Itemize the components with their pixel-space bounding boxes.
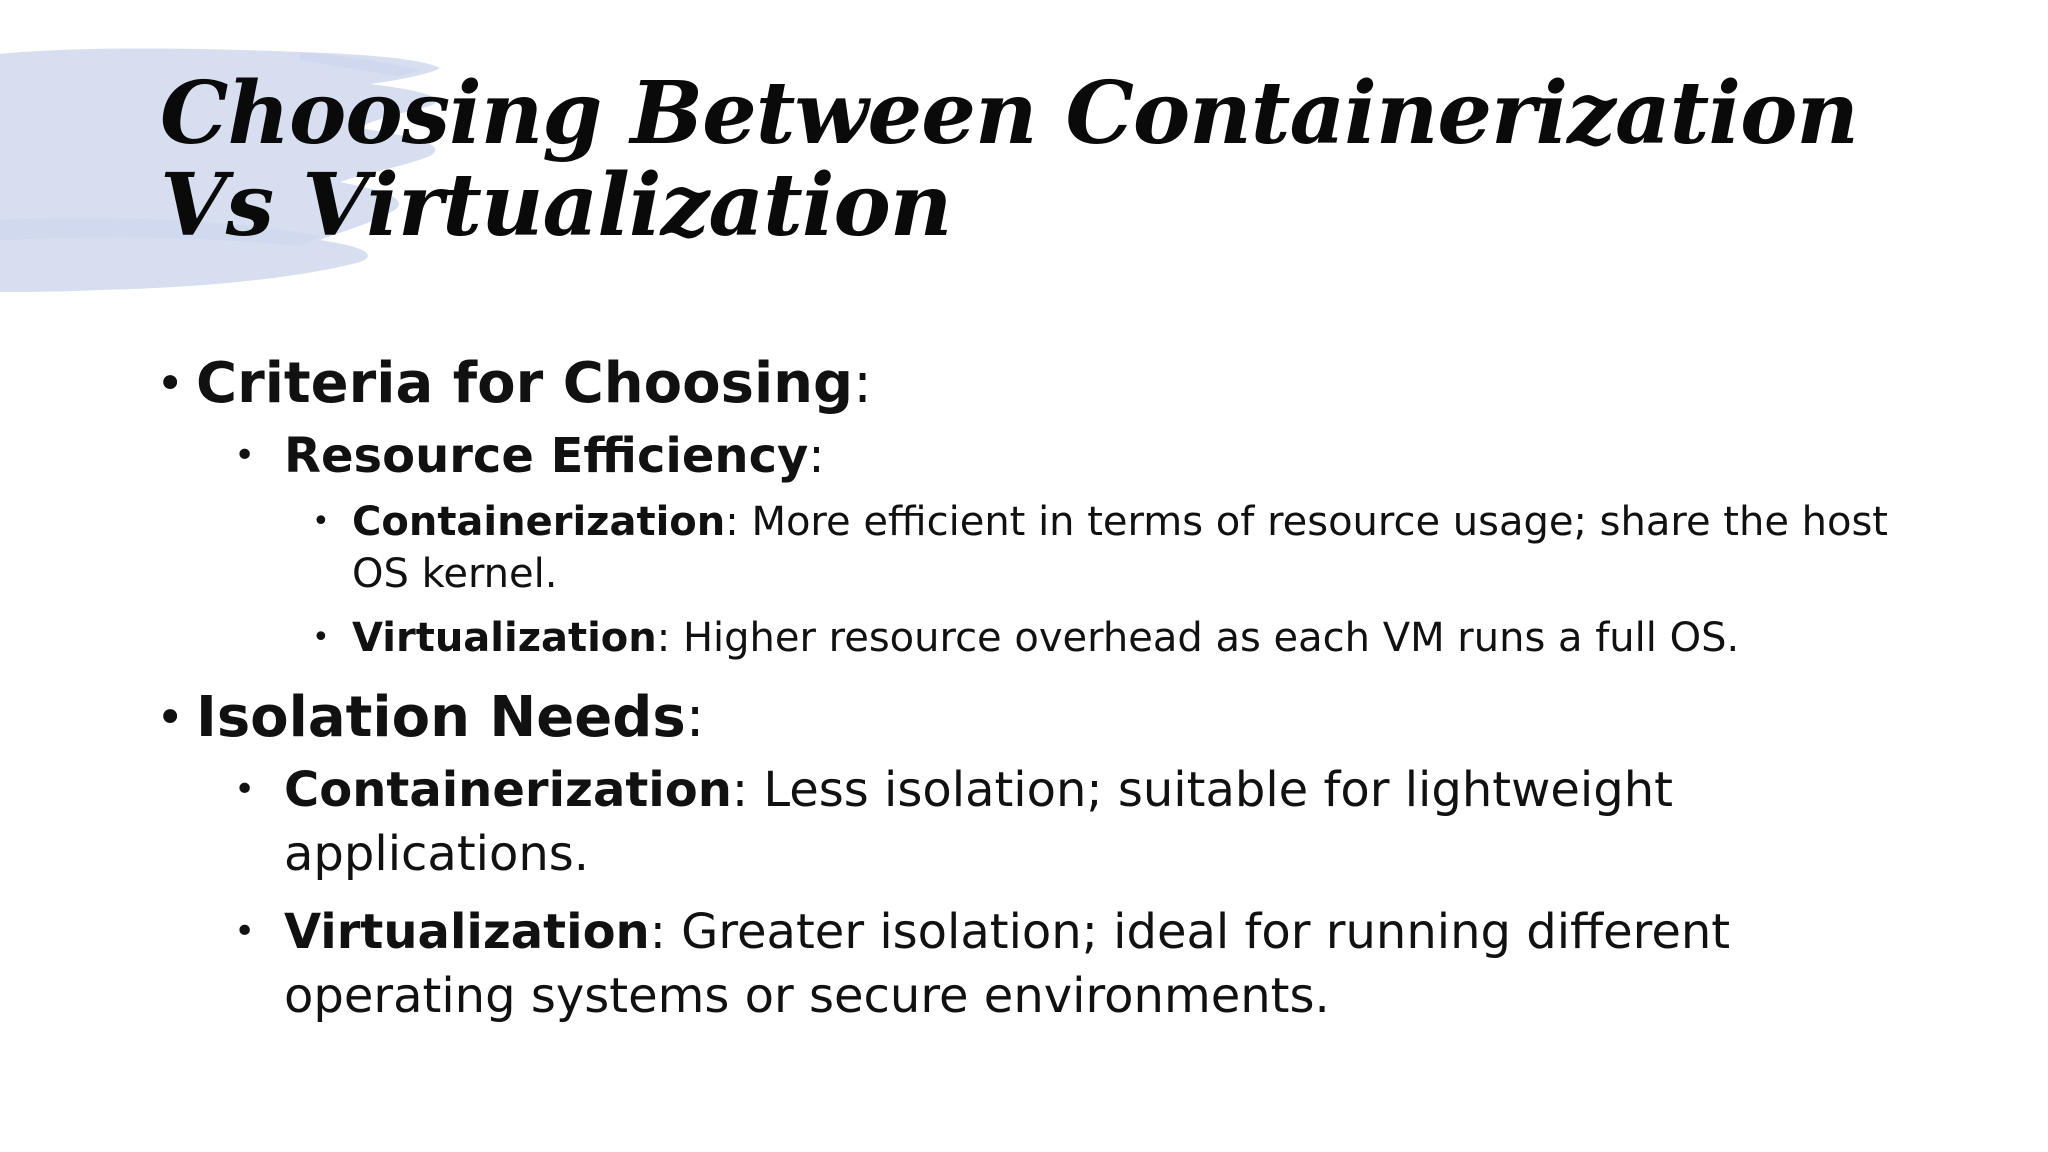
- bullet-isolation-needs: [156, 682, 1916, 754]
- bullet-dot: •: [156, 690, 185, 746]
- bullet-resource-efficiency: [156, 424, 1916, 488]
- bullet-isolation-containerization: [156, 758, 1916, 886]
- bullet-resource-virtualization: [156, 612, 1916, 664]
- bullet-dot: •: [234, 769, 256, 810]
- bullet-lead: Virtualization: [284, 904, 650, 960]
- bullet-criteria-for-choosing: [156, 348, 1916, 420]
- bullet-lead: Containerization: [352, 499, 726, 545]
- bullet-lead: Containerization: [284, 762, 732, 818]
- bullet-text: : Higher resource overhead as each VM runs a full OS.: [656, 615, 1740, 661]
- bullet-lead: Resource Efficiency: [284, 428, 809, 484]
- bullet-isolation-virtualization: [156, 900, 1916, 1028]
- bullet-dot: •: [312, 504, 330, 539]
- bullet-text: : Less isolation; suitable for lightweight applications.: [284, 762, 1673, 882]
- bullet-lead: Virtualization: [352, 615, 657, 661]
- bullet-list: [156, 348, 1916, 1028]
- bullet-lead: Criteria for Choosing: [196, 351, 854, 416]
- bullet-dot: •: [156, 356, 185, 412]
- bullet-text: : Greater isolation; ideal for running different operating systems or secure environments.: [284, 904, 1731, 1024]
- bullet-suffix: :: [685, 685, 705, 750]
- bullet-lead: Isolation Needs: [196, 685, 686, 750]
- bullet-text: : More efficient in terms of resource usage; share the host OS kernel.: [352, 499, 1888, 597]
- bullet-suffix: :: [808, 428, 825, 484]
- bullet-dot: •: [234, 911, 256, 952]
- bullet-resource-containerization: [156, 496, 1916, 600]
- slide-title: Choosing Between Containerization Vs Virtualization: [160, 63, 1858, 256]
- bullet-dot: •: [234, 435, 256, 476]
- bullet-dot: •: [312, 620, 330, 655]
- bullet-suffix: :: [853, 351, 872, 416]
